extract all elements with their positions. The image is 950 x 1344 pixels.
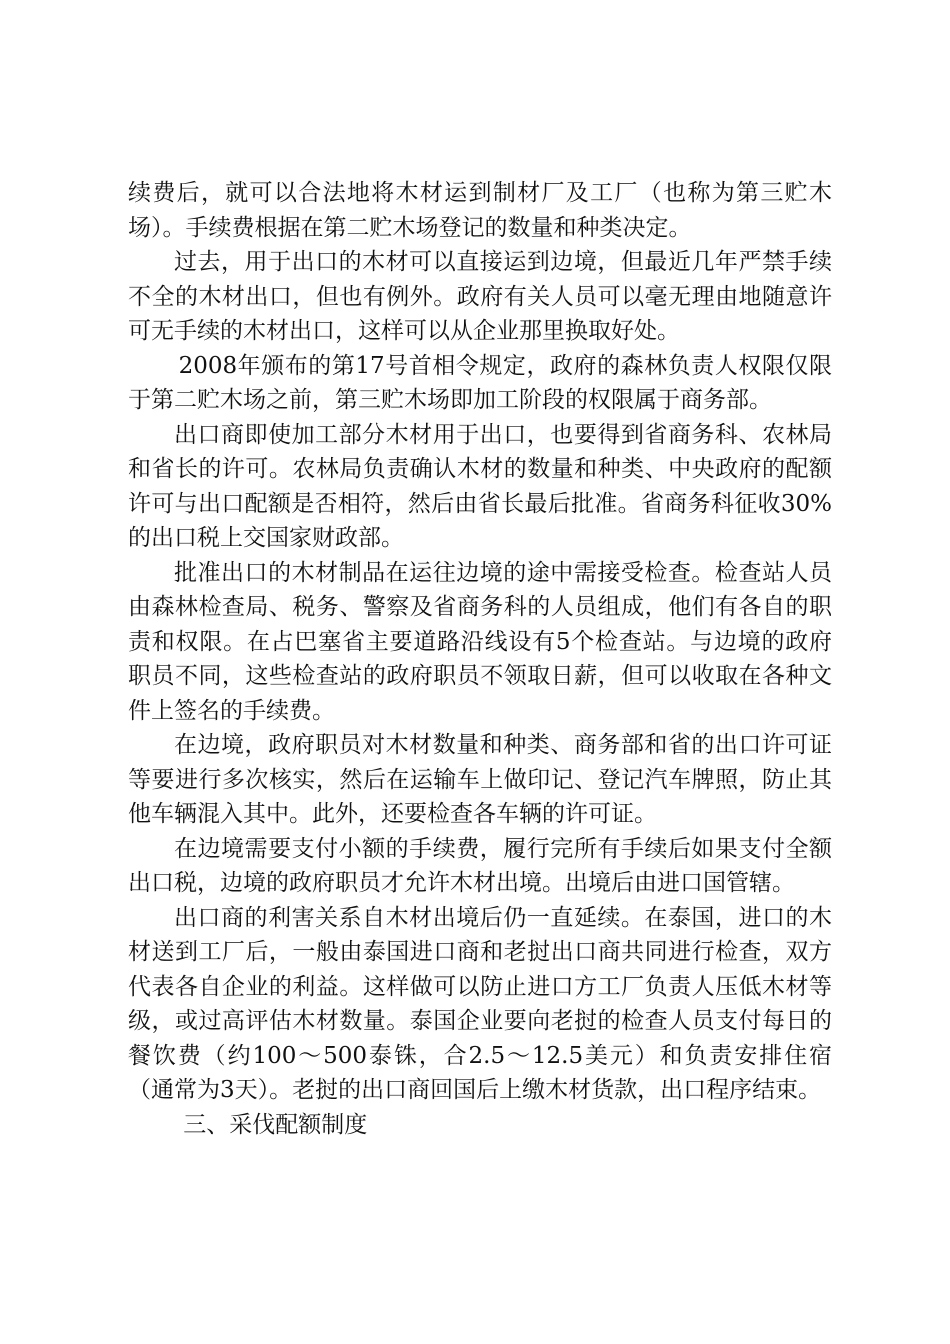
paragraph-2: 过去，用于出口的木材可以直接运到边境，但最近几年严禁手续不全的木材出口，但也有例外。政府有关人员可以毫无理由地随意许可无手续的木材出口，这样可以从企业那里换取好处。	[128, 249, 832, 344]
section-heading: 三、采伐配额制度	[183, 1111, 368, 1138]
paragraph-1: 续费后，就可以合法地将木材运到制材厂及工厂（也称为第三贮木场）。手续费根据在第二贮木场登记的数量和种类决定。	[128, 180, 832, 241]
paragraph-3: 2008年颁布的第17号首相令规定，政府的森林负责人权限仅限于第二贮木场之前，第三贮木场即加工阶段的权限属于商务部。	[128, 352, 832, 413]
paragraph-5: 批准出口的木材制品在运往边境的途中需接受检查。检查站人员由森林检查局、税务、警察及省商务科的人员组成，他们有各自的职责和权限。在占巴塞省主要道路沿线设有5个检查站。与边境的政府职员不同，这些检查站的政府职员不领取日薪，但可以收取在各种文件上签名的手续费。	[128, 559, 832, 724]
document-body	[128, 176, 832, 1142]
paragraph-8: 出口商的利害关系自木材出境后仍一直延续。在泰国，进口的木材送到工厂后，一般由泰国进口商和老挝出口商共同进行检查，双方代表各自企业的利益。这样做可以防止进口方工厂负责人压低木材等级，或过高评估木材数量。泰国企业要向老挝的检查人员支付每日的餐饮费（约100～500泰铢，合2.5～12.5美元）和负责安排住宿（通常为3天）。老挝的出口商回国后上缴木材货款，出口程序结束。	[128, 904, 832, 1103]
paragraph-7: 在边境需要支付小额的手续费，履行完所有手续后如果支付全额出口税，边境的政府职员才允许木材出境。出境后由进口国管辖。	[128, 835, 832, 896]
paragraph-6: 在边境，政府职员对木材数量和种类、商务部和省的出口许可证等要进行多次核实，然后在运输车上做印记、登记汽车牌照，防止其他车辆混入其中。此外，还要检查各车辆的许可证。	[128, 732, 832, 827]
paragraph-4: 出口商即使加工部分木材用于出口，也要得到省商务科、农林局和省长的许可。农林局负责确认木材的数量和种类、中央政府的配额许可与出口配额是否相符，然后由省长最后批准。省商务科征收30%的出口税上交国家财政部。	[128, 421, 832, 551]
